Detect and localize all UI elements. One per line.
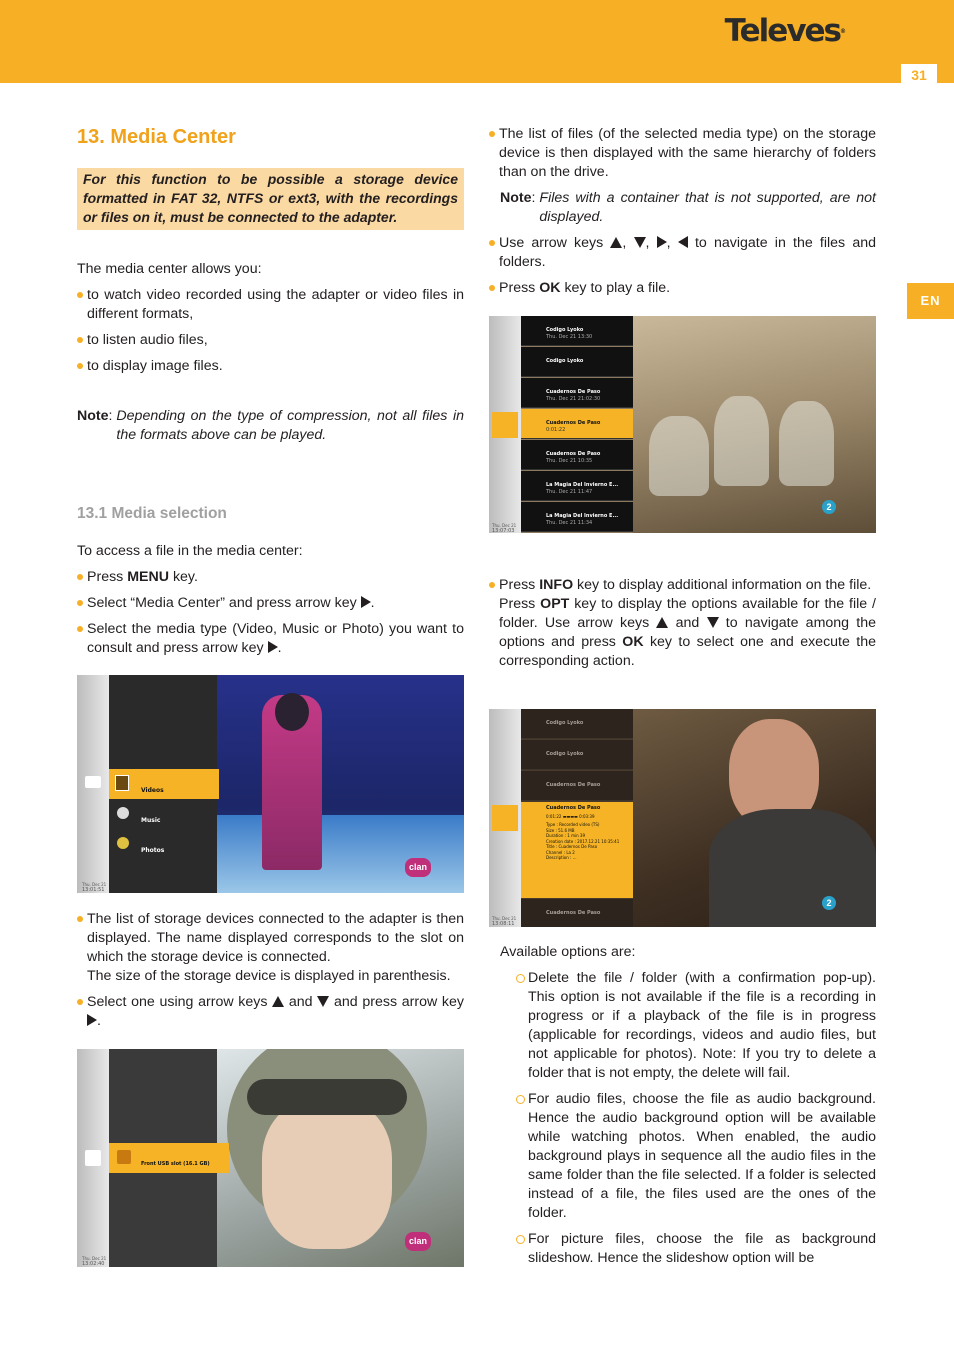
page-header — [0, 0, 954, 83]
list-item: Press INFO key to display additional information on the file. Press OPT key to display the options available for the file / folder. Use arrow keys and to navigate among the options and press OK key to select one and execute the corresponding action. — [489, 576, 876, 671]
note: Note : Depending on the type of compression, not all files in the formats above can be played. — [77, 408, 464, 443]
list-item: Select one using arrow keys and and press arrow key . — [77, 993, 464, 1031]
channel-badge: 2 — [822, 500, 836, 514]
list-item: The list of storage devices connected to the adapter is then displayed. The name displayed corresponds to the slot on which the storage device is connected. The size of the storage device is displayed in parenthesis. — [77, 910, 464, 986]
clock-day: Thu. Dec 21 — [82, 1256, 107, 1261]
clock-time: 13:02:40 — [82, 1261, 105, 1267]
note-label: Note — [77, 408, 109, 424]
file-row[interactable]: Codigo Lyoko Thu. Dec 21 13:30 — [521, 316, 633, 346]
video-folder-icon — [492, 412, 518, 438]
left-column — [77, 125, 464, 658]
photo-icon — [117, 837, 129, 849]
file-row[interactable]: La Magia Del Invierno E... Thu. Dec 21 11:47 — [521, 471, 633, 501]
file-row[interactable]: Cuadernos De Paso Thu. Dec 21 10:35 — [521, 440, 633, 470]
channel-badge: 2 — [822, 896, 836, 910]
menu-item-photos: Photos — [141, 847, 165, 854]
file-row[interactable]: Codigo Lyoko — [521, 709, 633, 739]
option-item: Delete the file / folder (with a confirmation pop-up). This option is not available if the file is a recording in progress or if a playback of the file is in progress (applicable for recordings, videos and audio files, but not applicable for photos). Note: If you try to delete a folder that is not empty, the delete will fail. — [516, 969, 876, 1083]
screenshot-file-list — [489, 316, 876, 533]
clock-day: Thu. Dec 21 — [492, 916, 517, 921]
film-icon — [115, 775, 129, 791]
option-item: For audio files, choose the file as audio background. Hence the audio background option will be available while watching photos. When enabled, the audio background plays in sequence all the audio files in the same folder than the file selected. If a folder is selected instead of a file, the files used are the ones of the folder. — [516, 1090, 876, 1223]
language-tab: EN — [907, 283, 954, 319]
key-menu: MENU — [127, 569, 169, 585]
arrow-up-icon — [656, 617, 668, 628]
storage-item: Front USB slot (16.1 GB) — [141, 1161, 210, 1167]
arrow-right-icon — [657, 236, 667, 248]
right-column-3 — [500, 943, 876, 1268]
list-item: to display image files. — [77, 357, 464, 376]
video-folder-icon — [492, 805, 518, 831]
list-item: Press MENU key. — [77, 568, 464, 587]
intro-text: The media center allows you: — [77, 261, 262, 277]
file-row[interactable]: Codigo Lyoko — [521, 347, 633, 377]
file-row[interactable]: La Magia Del Invierno E... Thu. Dec 21 11:34 — [521, 502, 633, 532]
access-intro: To access a file in the media center: — [77, 543, 303, 559]
section-title: 13. Media Center — [77, 126, 236, 148]
key-info: INFO — [539, 577, 574, 593]
arrow-up-icon — [272, 996, 284, 1007]
info-panel: Cuadernos De Paso 0:01:22 ▬▬▬▬ 0:03:39 Type : Recorded video (TS) Size : 51.6 MB Duration : 1 min 39 Creation date : 2017.12.21 10:35:41 Title : Cuadernos De Paso Channel : La 2 Description : ... — [521, 802, 633, 898]
file-row[interactable]: Cuadernos De Paso — [521, 771, 633, 801]
arrow-up-icon — [610, 237, 622, 248]
arrow-down-icon — [707, 617, 719, 628]
option-item: For picture files, choose the file as background slideshow. Hence the slideshow option will be — [516, 1230, 876, 1268]
list-item: Select “Media Center” and press arrow key . — [77, 594, 464, 613]
arrow-down-icon — [317, 996, 329, 1007]
clock-time: 13:07:03 — [492, 528, 515, 533]
file-row[interactable]: Cuadernos De Paso Thu. Dec 21 21:02:30 — [521, 378, 633, 408]
list-item: Press OK key to play a file. — [489, 279, 876, 298]
list-item: to watch video recorded using the adapter or video files in different formats, — [77, 286, 464, 324]
screenshot-media-types — [77, 675, 464, 893]
screenshot-file-info — [489, 709, 876, 927]
arrow-left-icon — [678, 236, 688, 248]
arrow-down-icon — [634, 237, 646, 248]
televes-logo: Televes® — [724, 13, 846, 49]
arrow-right-icon — [87, 1014, 97, 1026]
clock-time: 13:01:51 — [82, 887, 105, 893]
right-column — [489, 125, 876, 298]
menu-item-videos: Videos — [141, 787, 164, 794]
key-ok: OK — [539, 280, 561, 296]
list-item: Use arrow keys , , , to navigate in the files and folders. — [489, 234, 876, 272]
note-text: Depending on the type of compression, not all files in the formats above can be played. — [116, 408, 464, 443]
channel-logo: clan — [405, 1232, 431, 1251]
warning-box: For this function to be possible a storage device formatted in FAT 32, NTFS or ext3, with the recordings or files on it, must be connected to the adapter. — [77, 168, 464, 230]
right-column-2 — [489, 576, 876, 671]
screenshot-storage — [77, 1049, 464, 1267]
channel-logo: clan — [405, 858, 431, 877]
available-options: Available options are: — [500, 944, 636, 960]
file-row-selected[interactable]: Cuadernos De Paso 0:01:22 — [521, 409, 633, 439]
list-item: The list of files (of the selected media type) on the storage device is then displayed with the same hierarchy of folders than on the drive. — [489, 125, 876, 182]
subsection-title: 13.1 Media selection — [77, 505, 227, 522]
media-icon — [85, 1150, 101, 1166]
arrow-right-icon — [268, 641, 278, 653]
list-item: Select the media type (Video, Music or Photo) you want to consult and press arrow key . — [77, 620, 464, 658]
clock-time: 13:08:11 — [492, 921, 515, 927]
music-icon — [117, 807, 129, 819]
arrow-right-icon — [361, 596, 371, 608]
usb-icon — [117, 1150, 131, 1164]
list-item: to listen audio files, — [77, 331, 464, 350]
note-text: Files with a container that is not supported, are not displayed. — [539, 190, 876, 225]
page-number: 31 — [901, 64, 937, 86]
key-opt: OPT — [540, 596, 570, 612]
menu-item-music: Music — [141, 817, 161, 824]
file-row[interactable]: Codigo Lyoko — [521, 740, 633, 770]
clock-day: Thu. Dec 21 — [492, 523, 517, 528]
key-ok: OK — [622, 634, 644, 650]
left-column-2 — [77, 910, 464, 1031]
file-row[interactable]: Cuadernos De Paso — [521, 899, 633, 927]
note-label: Note — [500, 190, 532, 206]
media-icon — [85, 776, 101, 788]
note: Note : Files with a container that is not supported, are not displayed. — [500, 190, 876, 225]
clock-day: Thu. Dec 21 — [82, 882, 107, 887]
